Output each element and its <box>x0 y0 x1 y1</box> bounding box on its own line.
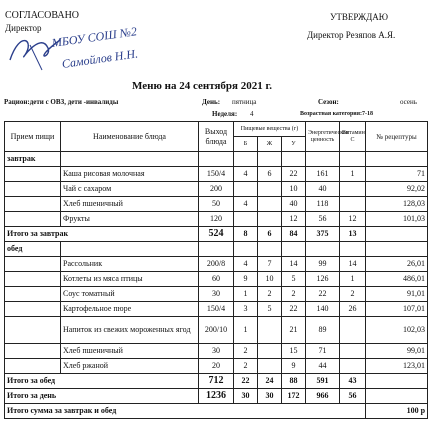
b-cell: 4 <box>234 167 258 182</box>
dish-name: Каша рисовая молочная <box>61 167 199 182</box>
zh-cell <box>258 344 282 359</box>
yield-cell: 120 <box>199 212 234 227</box>
col-yield: Выход блюда <box>199 122 234 152</box>
ration-label: Рацион:дети с ОВЗ, дети -инвалиды <box>4 98 119 106</box>
day-total-energy: 966 <box>306 389 340 404</box>
vitc-cell: 14 <box>340 257 366 272</box>
zh-cell <box>258 212 282 227</box>
recipe-cell: 107,01 <box>366 302 428 317</box>
yield-cell: 60 <box>199 272 234 287</box>
meal-cell <box>5 182 61 197</box>
col-energy: Энергетическая ценность <box>306 122 340 152</box>
page-title: Меню на 24 сентября 2021 г. <box>132 80 272 92</box>
b-cell: 3 <box>234 302 258 317</box>
b-cell: 9 <box>234 272 258 287</box>
energy-cell: 40 <box>306 182 340 197</box>
zh-cell: 2 <box>258 287 282 302</box>
lunch-total-zh: 24 <box>258 374 282 389</box>
u-cell: 5 <box>282 272 306 287</box>
vitc-cell: 1 <box>340 167 366 182</box>
col-recipe: № рецептуры <box>366 122 428 152</box>
dish-name: Рассольник <box>61 257 199 272</box>
table-row <box>5 167 428 182</box>
breakfast-total-recipe <box>366 227 428 242</box>
b-cell: 2 <box>234 359 258 374</box>
lunch-total-recipe <box>366 374 428 389</box>
table-row <box>5 287 428 302</box>
zh-cell: 6 <box>258 167 282 182</box>
u-cell: 22 <box>282 302 306 317</box>
lunch-total-energy: 591 <box>306 374 340 389</box>
vitc-cell: 26 <box>340 302 366 317</box>
vitc-cell: 1 <box>340 272 366 287</box>
season-label: Сезон: <box>318 98 339 106</box>
empty-cell <box>61 242 199 257</box>
empty-cell <box>340 242 366 257</box>
meal-cell <box>5 197 61 212</box>
breakfast-total-yield: 524 <box>199 227 234 242</box>
director-left: Директор <box>5 23 42 33</box>
lunch-total-u: 88 <box>282 374 306 389</box>
meal-cell <box>5 302 61 317</box>
b-cell: 1 <box>234 287 258 302</box>
dish-name: Соус томатный <box>61 287 199 302</box>
lunch-total-b: 22 <box>234 374 258 389</box>
energy-cell: 56 <box>306 212 340 227</box>
u-cell: 12 <box>282 212 306 227</box>
handwriting-org: МБОУ СОШ №2 <box>50 24 138 50</box>
b-cell <box>234 182 258 197</box>
energy-cell: 126 <box>306 272 340 287</box>
lunch-total-label: Итого за обед <box>5 374 199 389</box>
table-row <box>5 272 428 287</box>
empty-cell <box>199 152 234 167</box>
col-vitc: Витамин С <box>340 122 366 152</box>
u-cell: 40 <box>282 197 306 212</box>
day-value: пятница <box>232 98 257 106</box>
dish-name: Хлеб пшеничный <box>61 344 199 359</box>
recipe-cell: 128,03 <box>366 197 428 212</box>
recipe-cell: 101,03 <box>366 212 428 227</box>
day-total-yield: 1236 <box>199 389 234 404</box>
director-right: Директор Резяпов А.Я. <box>307 30 396 40</box>
lunch-total-yield: 712 <box>199 374 234 389</box>
energy-cell: 71 <box>306 344 340 359</box>
empty-cell <box>282 242 306 257</box>
vitc-cell <box>340 344 366 359</box>
col-zh: Ж <box>258 137 282 152</box>
b-cell: 4 <box>234 197 258 212</box>
zh-cell: 7 <box>258 257 282 272</box>
meal-cell <box>5 212 61 227</box>
dish-name: Напиток из свежих мороженных ягод <box>61 317 199 344</box>
yield-cell: 200 <box>199 182 234 197</box>
vitc-cell <box>340 359 366 374</box>
b-cell: 4 <box>234 257 258 272</box>
table-row <box>5 212 428 227</box>
dish-name: Хлеб пшеничный <box>61 197 199 212</box>
day-total-vitc: 56 <box>340 389 366 404</box>
breakfast-total <box>5 227 428 242</box>
week-value: 4 <box>250 110 254 118</box>
vitc-cell: 2 <box>340 287 366 302</box>
zh-cell <box>258 317 282 344</box>
table-row <box>5 302 428 317</box>
col-nutrients: Пищевые вещества (г) <box>234 122 306 137</box>
vitc-cell <box>340 182 366 197</box>
section-breakfast <box>5 152 428 167</box>
meal-cell <box>5 317 61 344</box>
section-lunch <box>5 242 428 257</box>
breakfast-total-u: 84 <box>282 227 306 242</box>
energy-cell: 44 <box>306 359 340 374</box>
empty-cell <box>366 242 428 257</box>
lunch-total-vitc: 43 <box>340 374 366 389</box>
u-cell: 9 <box>282 359 306 374</box>
yield-cell: 20 <box>199 359 234 374</box>
menu-body <box>5 152 428 419</box>
meal-cell <box>5 359 61 374</box>
meal-cell <box>5 272 61 287</box>
recipe-cell: 99,01 <box>366 344 428 359</box>
meal-cell <box>5 257 61 272</box>
dish-name: Котлеты из мяса птицы <box>61 272 199 287</box>
yield-cell: 30 <box>199 344 234 359</box>
lunch-total <box>5 374 428 389</box>
u-cell: 2 <box>282 287 306 302</box>
vitc-cell <box>340 197 366 212</box>
energy-cell: 140 <box>306 302 340 317</box>
recipe-cell: 486,01 <box>366 272 428 287</box>
vitc-cell: 12 <box>340 212 366 227</box>
grand-total-label: Итого сумма за завтрак и обед <box>5 404 366 419</box>
zh-cell <box>258 359 282 374</box>
empty-cell <box>234 242 258 257</box>
empty-cell <box>234 152 258 167</box>
grand-total <box>5 404 428 419</box>
energy-cell: 161 <box>306 167 340 182</box>
yield-cell: 200/10 <box>199 317 234 344</box>
recipe-cell: 91,01 <box>366 287 428 302</box>
yield-cell: 150/4 <box>199 167 234 182</box>
empty-cell <box>258 242 282 257</box>
col-dish: Наименование блюда <box>61 122 199 152</box>
approved-left: СОГЛАСОВАНО <box>5 10 80 21</box>
signature-scribble <box>0 0 120 80</box>
u-cell: 10 <box>282 182 306 197</box>
zh-cell: 10 <box>258 272 282 287</box>
grand-total-value: 100 р <box>366 404 428 419</box>
empty-cell <box>306 152 340 167</box>
yield-cell: 50 <box>199 197 234 212</box>
age-label: Возрастная категория:7-18 <box>300 111 373 117</box>
table-row <box>5 344 428 359</box>
u-cell: 14 <box>282 257 306 272</box>
dish-name: Фрукты <box>61 212 199 227</box>
dish-name: Картофельное пюре <box>61 302 199 317</box>
day-label: День: <box>202 98 221 106</box>
empty-cell <box>61 152 199 167</box>
dish-name: Хлеб ржаной <box>61 359 199 374</box>
breakfast-total-zh: 6 <box>258 227 282 242</box>
col-b: Б <box>234 137 258 152</box>
recipe-cell: 102,03 <box>366 317 428 344</box>
meal-cell <box>5 167 61 182</box>
col-u: У <box>282 137 306 152</box>
empty-cell <box>282 152 306 167</box>
yield-cell: 200/8 <box>199 257 234 272</box>
recipe-cell: 92,02 <box>366 182 428 197</box>
empty-cell <box>306 242 340 257</box>
section-breakfast-label: завтрак <box>5 152 61 167</box>
day-total-zh: 30 <box>258 389 282 404</box>
day-total-b: 30 <box>234 389 258 404</box>
empty-cell <box>199 242 234 257</box>
empty-cell <box>258 152 282 167</box>
breakfast-total-energy: 375 <box>306 227 340 242</box>
day-total-recipe <box>366 389 428 404</box>
energy-cell: 99 <box>306 257 340 272</box>
recipe-cell: 26,01 <box>366 257 428 272</box>
handwriting-name: Самойлов Н.Н. <box>60 46 139 71</box>
empty-cell <box>366 152 428 167</box>
breakfast-total-vitc: 13 <box>340 227 366 242</box>
week-label: Неделя: <box>212 110 238 118</box>
zh-cell: 5 <box>258 302 282 317</box>
yield-cell: 150/4 <box>199 302 234 317</box>
recipe-cell: 71 <box>366 167 428 182</box>
vitc-cell <box>340 317 366 344</box>
table-row <box>5 317 428 344</box>
col-meal: Прием пищи <box>5 122 61 152</box>
energy-cell: 118 <box>306 197 340 212</box>
section-lunch-label: обед <box>5 242 61 257</box>
meal-cell <box>5 287 61 302</box>
yield-cell: 30 <box>199 287 234 302</box>
recipe-cell: 123,01 <box>366 359 428 374</box>
table-row <box>5 257 428 272</box>
day-total <box>5 389 428 404</box>
menu-table <box>4 121 428 419</box>
b-cell: 1 <box>234 317 258 344</box>
b-cell: 2 <box>234 344 258 359</box>
b-cell <box>234 212 258 227</box>
day-total-u: 172 <box>282 389 306 404</box>
energy-cell: 22 <box>306 287 340 302</box>
empty-cell <box>340 152 366 167</box>
approved-right: УТВЕРЖДАЮ <box>330 12 389 22</box>
breakfast-total-b: 8 <box>234 227 258 242</box>
zh-cell <box>258 182 282 197</box>
energy-cell: 89 <box>306 317 340 344</box>
zh-cell <box>258 197 282 212</box>
season-value: осень <box>400 98 417 106</box>
day-total-label: Итого за день <box>5 389 199 404</box>
table-row <box>5 197 428 212</box>
u-cell: 21 <box>282 317 306 344</box>
dish-name: Чай с сахаром <box>61 182 199 197</box>
u-cell: 22 <box>282 167 306 182</box>
u-cell: 15 <box>282 344 306 359</box>
meal-cell <box>5 344 61 359</box>
table-row <box>5 359 428 374</box>
breakfast-total-label: Итого за завтрак <box>5 227 199 242</box>
table-row <box>5 182 428 197</box>
